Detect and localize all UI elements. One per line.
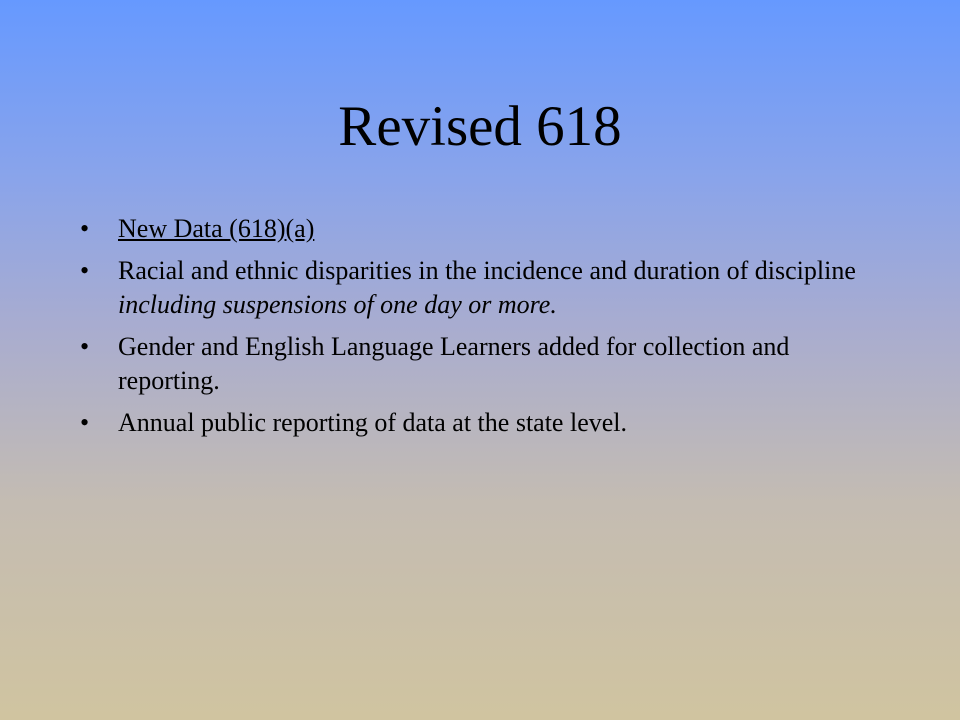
bullet-item-gender-ell <box>80 330 880 398</box>
bullet-dot: • <box>80 214 90 243</box>
bullet-item-new-data <box>80 212 880 246</box>
bullet-text: New Data (618)(a) <box>118 214 315 243</box>
bullet-text: Gender and English Language Learners added for collection and reporting. <box>118 332 790 395</box>
bullet-item-disparities <box>80 254 880 322</box>
bullet-dot: • <box>80 332 90 361</box>
bullet-dot: • <box>80 408 90 437</box>
bullet-text: Racial and ethnic disparities in the incidence and duration of discipline <box>118 256 856 285</box>
bullet-text: Annual public reporting of data at the state level. <box>118 408 627 437</box>
bullet-dot: • <box>80 256 90 285</box>
slide-title: Revised 618 <box>338 95 622 158</box>
bullet-item-annual-reporting <box>80 406 880 440</box>
bullet-list <box>80 212 880 448</box>
bullet-text-italic: including suspensions of one day or more. <box>118 290 557 319</box>
